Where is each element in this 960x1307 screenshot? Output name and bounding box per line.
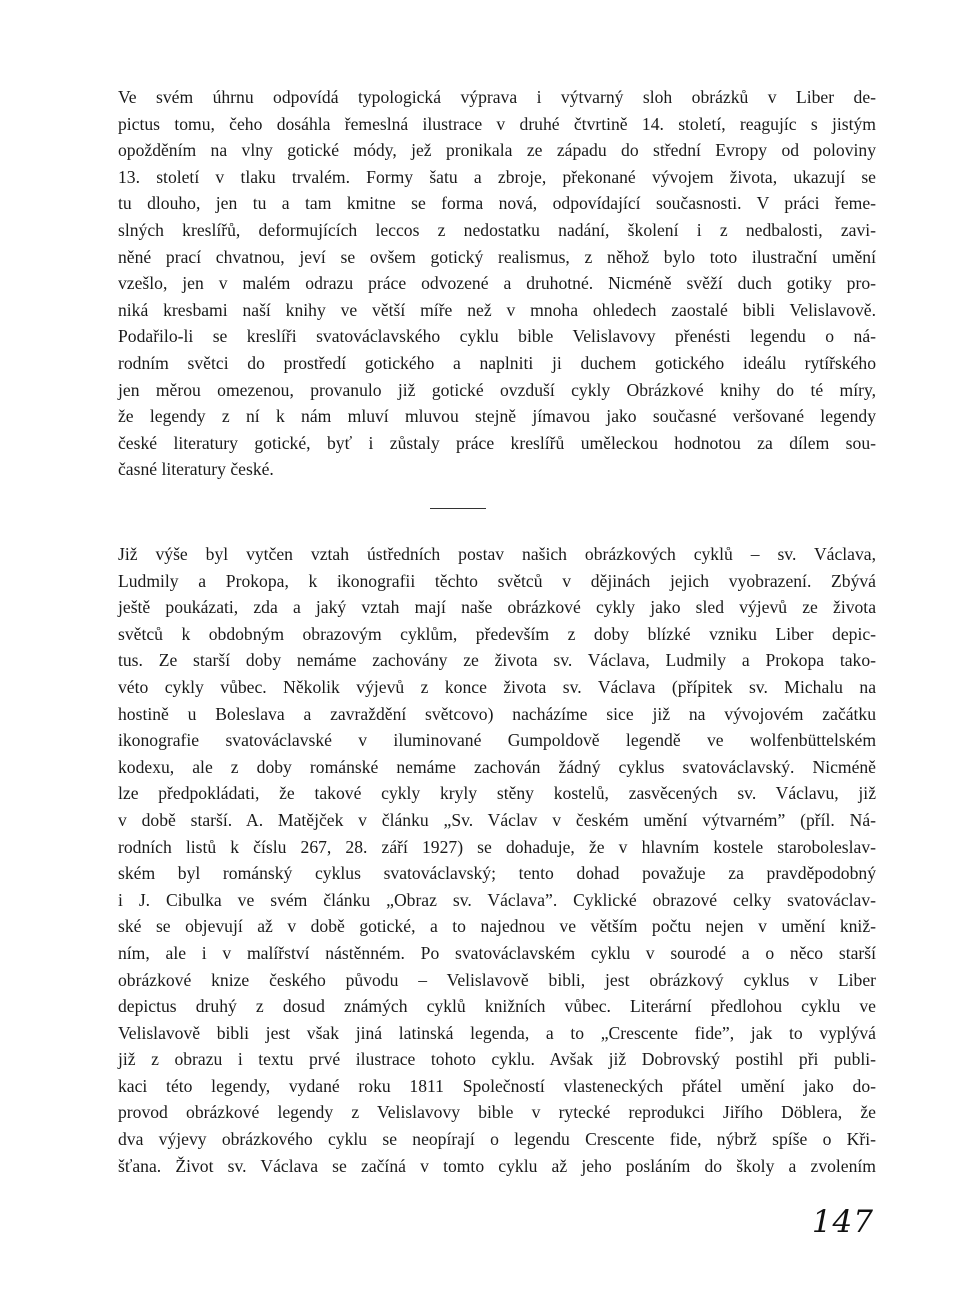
text-line: hostině u Boleslava a zavraždění světcovo) nacházíme sice již na vývojovém začátku bbox=[118, 703, 876, 724]
text-line: ské se objevují až v době gotické, a to najednou ve větším počtu nejen v umění kniž- bbox=[118, 916, 876, 937]
text-line: obrázkové knize českého původu – Velislavově bibli, jest obrázkový cyklus v Liber bbox=[118, 969, 876, 990]
text-line: opožděním na vlny gotické módy, jež pronikala ze západu do střední Evropy od poloviny bbox=[118, 140, 876, 161]
text-line: dva výjevy obrázkového cyklu se neopírají o legendu Crescente fide, nýbrž spíše o Kři- bbox=[118, 1129, 876, 1150]
text-line: i J. Cibulka ve svém článku „Obraz sv. Václava”. Cyklické obrazové celky svatováclav- bbox=[118, 889, 876, 910]
text-line: ském byl románský cyklus svatováclavský; tento dohad považuje za pravděpodobný bbox=[118, 863, 876, 884]
text-line: vzešlo, jen v malém odrazu práce odvozené a druhotné. Nicméně svěží duch gotiky pro- bbox=[118, 273, 876, 294]
text-line: pictus tomu, čeho dosáhla řemeslná ilustrace v druhé čtvrtině 14. století, reagujíc s jistým bbox=[118, 113, 876, 134]
text-line: tu dlouho, jen tu a tam kmitne se forma nová, odpovídající současnosti. V práci řeme- bbox=[118, 193, 876, 214]
text-line: šťana. Život sv. Václava se začíná v tomto cyklu až jeho posláním do školy a zvolením bbox=[118, 1155, 876, 1176]
text-line: rodních listů k číslu 267, 28. září 1927) se dohaduje, že v hlavním kostele staroboleslav- bbox=[118, 836, 876, 857]
text-line: něné prací chvatnou, jeví se ovšem gotický realismus, z něhož bylo toto ilustrační umění bbox=[118, 246, 876, 267]
text-line: jen měrou omezenou, provanulo již gotické ovzduší cykly Obrázkové knihy do té míry, bbox=[118, 379, 876, 400]
text-line: Již výše byl vytčen vztah ústředních postav našich obrázkových cyklů – sv. Václava, bbox=[118, 544, 876, 564]
text-line: ikonografie svatováclavské v iluminované Gumpoldově legendě ve wolfenbüttelském bbox=[118, 730, 876, 751]
text-line: ním, ale i v malířství nástěnném. Po svatováclavském cyklu v sourodé a o něco starší bbox=[118, 942, 876, 963]
text-line: že legendy z ní k nám mluví mluvou stejně jímavou jako současné veršované legendy bbox=[118, 406, 876, 427]
text-line: v době starší. A. Matějček v článku „Sv. Václav v českém umění výtvarném” (příl. Ná- bbox=[118, 809, 876, 830]
text-line: již z obrazu i textu prvé ilustrace tohoto cyklu. Avšak již Dobrovský postihl při publi- bbox=[118, 1049, 876, 1070]
text-line: Ve svém úhrnu odpovídá typologická výprava i výtvarný sloh obrázků v Liber de- bbox=[118, 87, 876, 107]
text-line: časné literatury české. bbox=[118, 459, 274, 480]
text-line: slných kreslířů, deformujících leccos z nedostatku nadání, školení i z nedbalosti, zavi- bbox=[118, 219, 876, 240]
text-line: provod obrázkové legendy z Velislavovy bible v rytecké reprodukci Jiřího Döblera, že bbox=[118, 1102, 876, 1123]
text-line: ještě poukázati, zda a jaký vztah mají naše obrázkové cykly jako sled výjevů ze života bbox=[118, 597, 876, 618]
text-line: rodním světci do prostředí gotického a naplniti ji duchem gotického ideálu rytířského bbox=[118, 352, 876, 373]
section-divider bbox=[430, 508, 486, 509]
text-line: kaci této legendy, vydané roku 1811 Společností vlasteneckých přátel umění jako do- bbox=[118, 1075, 876, 1096]
text-line: lze předpokládati, že takové cykly kryly stěny kostelů, zasvěcených sv. Václavu, již bbox=[118, 783, 876, 804]
paragraph-first bbox=[118, 84, 876, 483]
text-line: české literatury gotické, byť i zůstaly práce kreslířů uměleckou hodnotou za dílem sou- bbox=[118, 432, 876, 453]
paragraph-second bbox=[118, 541, 876, 1179]
text-line: 13. století v tlaku trvalém. Formy šatu a zbroje, překonané vývojem života, ukazují se bbox=[118, 166, 876, 187]
text-line: véto cykly vůbec. Několik výjevů z konce života sv. Václava (přípitek sv. Michalu na bbox=[118, 676, 876, 697]
text-line: světců k obdobným obrazovým cyklům, především z doby blízké vzniku Liber depic- bbox=[118, 623, 876, 644]
text-line: niká kresbami naší knihy ve větší míře než v mnoha ohledech zaostalé bibli Velislavově. bbox=[118, 299, 876, 320]
page-number: 147 bbox=[811, 1204, 874, 1240]
text-line: Podařilo-li se kreslíři svatováclavského cyklu bible Velislavovy přenésti legendu o ná- bbox=[118, 326, 876, 347]
text-line: tus. Ze starší doby nemáme zachovány ze života sv. Václava, Ludmily a Prokopa tako- bbox=[118, 650, 876, 671]
text-line: Velislavově bibli jest však jiná latinská legenda, a to „Crescente fide”, jak to vyplývá bbox=[118, 1022, 876, 1043]
text-line: depictus druhý z dosud známých cyklů knižních vůbec. Literární předlohou cyklu ve bbox=[118, 996, 876, 1017]
text-line: kodexu, ale z doby románské nemáme zachován žádný cyklus svatováclavský. Nicméně bbox=[118, 756, 876, 777]
text-line: Ludmily a Prokopa, k ikonografii těchto světců v dějinách jejich vyobrazení. Zbývá bbox=[118, 570, 876, 591]
